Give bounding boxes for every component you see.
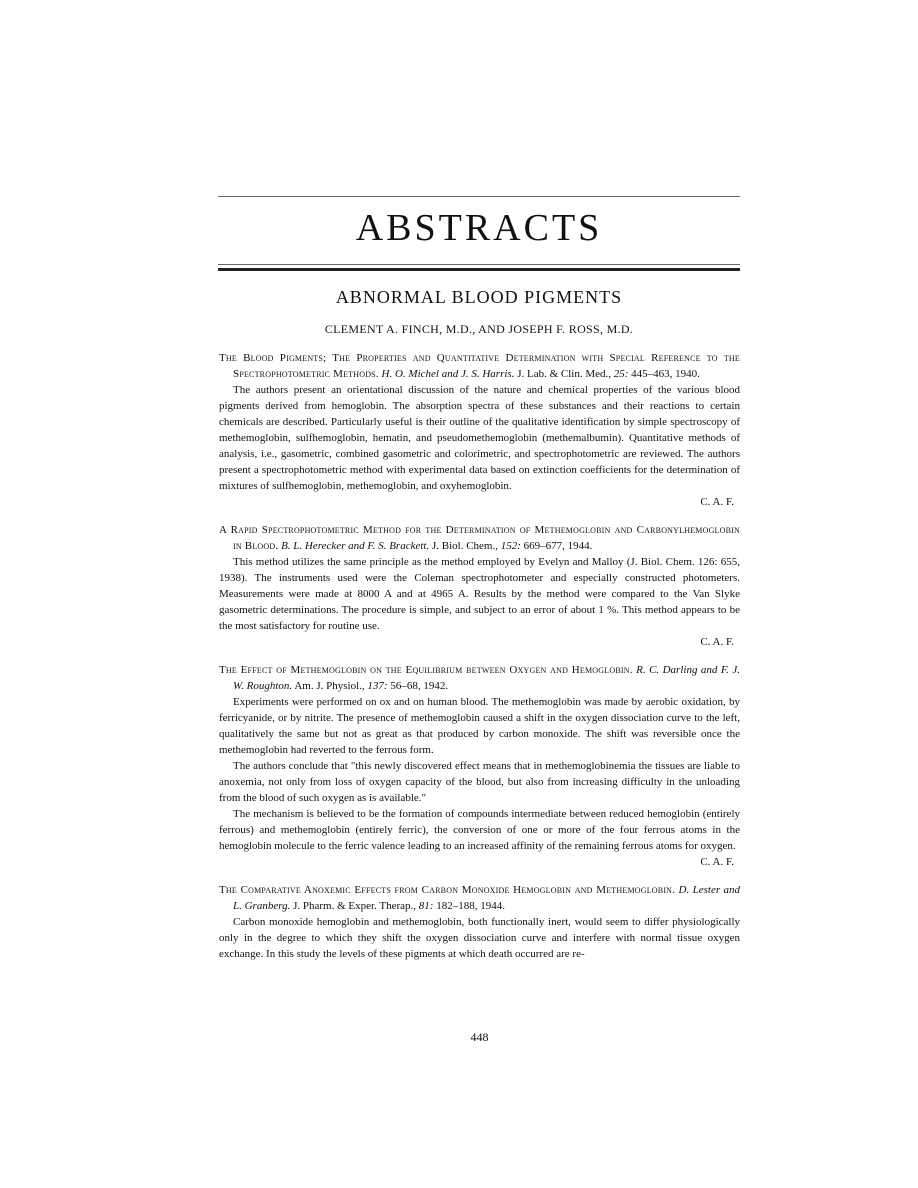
abstract-volume: 81: — [418, 900, 434, 912]
abstract-entry — [219, 882, 740, 962]
abstract-title: A Rapid Spectrophotometric Method for the Determination of Methemoglobin and Carbonylhemoglobin in Blood. — [219, 524, 740, 552]
abstract-journal: J. Biol. Chem., — [431, 540, 498, 552]
abstract-signature: C. A. F. — [700, 856, 734, 868]
abstract-title: The Effect of Methemoglobin on the Equilibrium between Oxygen and Hemoglobin. — [219, 664, 633, 676]
page-number: 448 — [470, 1030, 489, 1044]
abstract-paragraph: The authors conclude that "this newly discovered effect means that in methemoglobinemia the tissues are liable to anoxemia, not only from loss of oxygen capacity of the blood, but also from increasing difficulty in the unloading from the blood of such oxygen as is available." — [219, 760, 740, 804]
masthead-top-rule — [218, 196, 740, 197]
abstract-pages: 669–677, 1944. — [523, 540, 593, 552]
abstract-title: The Blood Pigments; The Properties and Quantitative Determination with Special Reference to the Spectrophotometric Methods. — [219, 352, 740, 380]
abstract-citation — [219, 662, 740, 694]
abstract-journal: J. Lab. & Clin. Med., — [517, 368, 611, 380]
abstract-authors: D. Lester and L. Granberg. — [233, 884, 741, 912]
abstract-volume: 152: — [500, 540, 521, 552]
abstract-signature: C. A. F. — [700, 636, 734, 648]
abstract-pages: 445–463, 1940. — [631, 368, 700, 380]
section-title: ABNORMAL BLOOD PIGMENTS — [335, 287, 623, 307]
abstract-journal: J. Pharm. & Exper. Therap., — [293, 900, 417, 912]
abstract-pages: 182–188, 1944. — [436, 900, 505, 912]
masthead-bottom-rule-thick — [218, 268, 740, 271]
abstract-citation — [219, 350, 740, 382]
abstract-pages: 56–68, 1942. — [390, 680, 449, 692]
abstract-paragraph: Experiments were performed on ox and on human blood. The methemoglobin was made by aerobic oxidation, by ferricyanide, or by nitrite. The presence of methemoglobin caused a shift in the oxygen dissociation curve to the left, qualitatively the same but not as great as that produced by carbon monoxide. The shift was reversible once the methemoglobin had reverted to the ferrous form. — [219, 696, 740, 756]
abstract-paragraph: The mechanism is believed to be the formation of compounds intermediate between reduced hemoglobin (entirely ferrous) and methemoglobin (entirely ferric), the conversion of one or more of the four ferrous atoms in the hemoglobin molecule to the ferric valence leading to an increased affinity of the remaining ferrous atoms for oxygen. — [219, 808, 740, 852]
abstract-paragraph: This method utilizes the same principle as the method employed by Evelyn and Malloy (J. Biol. Chem. 126: 655, 1938). The instruments used were the Coleman spectrophotometer and especially constructed photometers. Measurements were made at 8000 A and at 4965 A. Results by the method were compared to the Van Slyke gasometric determinations. The procedure is simple, and subject to an error of about 1 %. This method appears to be the most satisfactory for routine use. — [219, 556, 740, 632]
abstract-entry — [219, 350, 740, 510]
masthead-bottom-rule-thin — [218, 264, 740, 265]
abstracts-list — [219, 350, 740, 974]
abstract-citation — [219, 522, 740, 554]
abstract-signature: C. A. F. — [700, 496, 734, 508]
abstract-paragraph: Carbon monoxide hemoglobin and methemoglobin, both functionally inert, would seem to differ physiologically only in the degree to which they shift the oxygen dissociation curve and interfere with normal tissue oxygen exchange. In this study the levels of these pigments at which death occurred are re- — [219, 916, 740, 960]
abstract-citation — [219, 882, 740, 914]
abstract-volume: 137: — [367, 680, 388, 692]
abstract-paragraph: The authors present an orientational discussion of the nature and chemical properties of the various blood pigments derived from hemoglobin. The absorption spectra of these substances and their reactions to certain chemicals are described. Particularly useful is their outline of the qualitative identification by simple spectroscopy of methemoglobin, sulfhemoglobin, hematin, and pseudomethemoglobin (methemalbumin). Quantitative methods of analysis, i.e., gasometric, combined gasometric and colorimetric, and spectrophotometric are reviewed. The authors present a spectrophotometric method with experimental data based on extinction coefficients for the determination of mixtures of sulfhemoglobin, methemoglobin, and oxyhemoglobin. — [219, 384, 740, 492]
masthead-title: ABSTRACTS — [355, 207, 603, 249]
abstract-title: The Comparative Anoxemic Effects from Carbon Monoxide Hemoglobin and Methemoglobin. — [219, 884, 676, 896]
abstract-volume: 25: — [613, 368, 629, 380]
abstract-authors: H. O. Michel and J. S. Harris. — [381, 368, 515, 380]
abstract-journal: Am. J. Physiol., — [294, 680, 365, 692]
abstract-entry — [219, 662, 740, 870]
abstract-authors: R. C. Darling and F. J. W. Roughton. — [233, 664, 741, 692]
abstract-entry — [219, 522, 740, 650]
abstract-authors: B. L. Herecker and F. S. Brackett. — [281, 540, 430, 552]
section-authors: CLEMENT A. FINCH, M.D., AND JOSEPH F. ROSS, M.D. — [324, 322, 634, 336]
